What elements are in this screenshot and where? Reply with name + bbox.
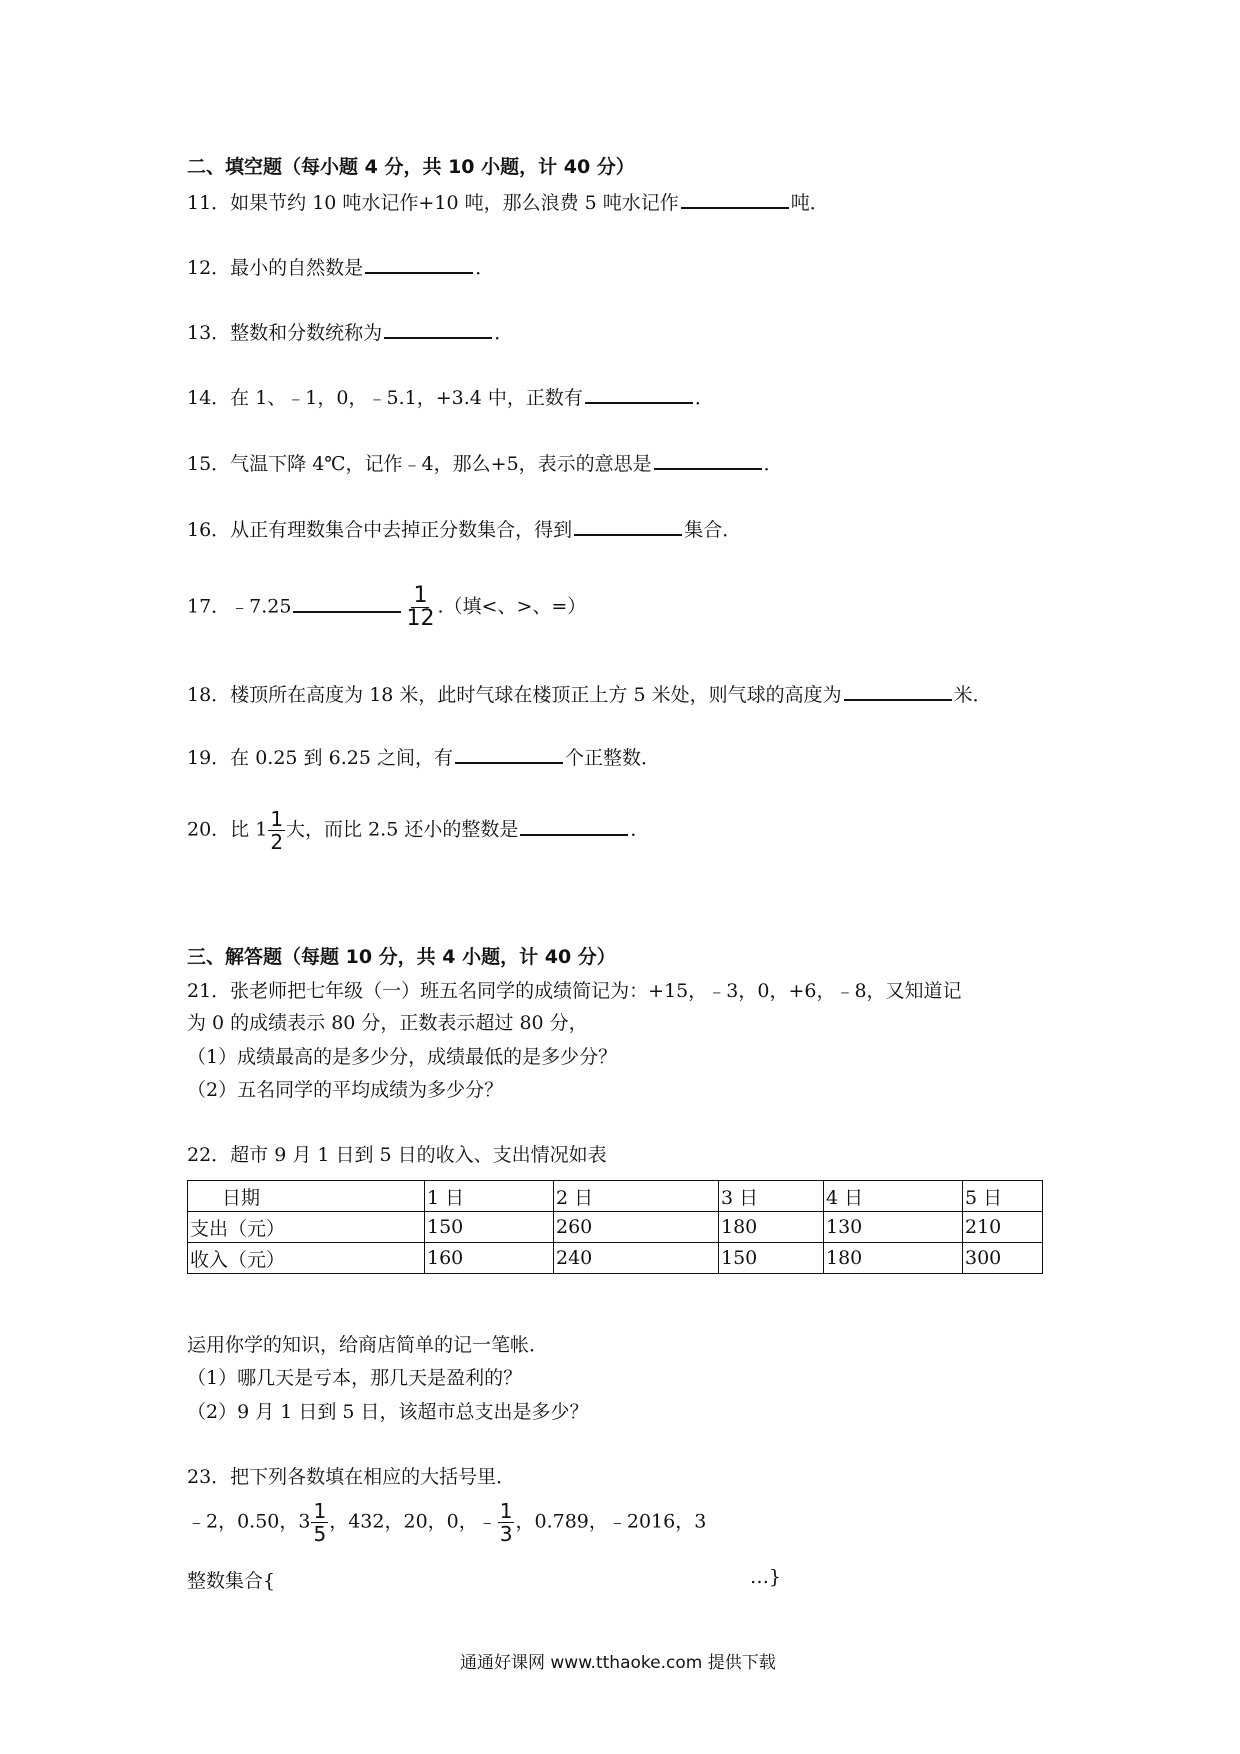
- section2-heading: 二、填空题（每小题 4 分，共 10 小题，计 40 分）: [187, 156, 635, 178]
- q22-subquestion-2: （2）9 月 1 日到 5 日，该超市总支出是多少？: [187, 1401, 589, 1423]
- q23-fraction-1-denominator: 5: [313, 1522, 327, 1546]
- q13-text: 13．整数和分数统称为: [187, 322, 383, 344]
- q20-blank[interactable]: [520, 816, 628, 836]
- q23-numbers-part2: ，432，20，0，﹣: [329, 1510, 497, 1533]
- table-header-cell: 5 日: [963, 1181, 1043, 1212]
- q17-blank[interactable]: [293, 593, 401, 613]
- question-20: [187, 808, 649, 853]
- table-header-cell: 日期: [188, 1181, 425, 1212]
- q18-text: 18．楼顶所在高度为 18 米，此时气球在楼顶正上方 5 米处，则气球的高度为: [187, 684, 842, 706]
- question-17: [187, 585, 586, 630]
- q13-post: ．: [494, 322, 514, 344]
- q23-fraction-2: [498, 1500, 515, 1545]
- q11-blank[interactable]: [681, 189, 789, 209]
- q21-subquestion-2: （2）五名同学的平均成绩为多少分？: [187, 1079, 504, 1101]
- q21-line1: 21．张老师把七年级（一）班五名同学的成绩简记为：+15，﹣3，0，+6，﹣8，又知道记: [187, 980, 962, 1002]
- q23-fraction-2-numerator: 1: [499, 1499, 513, 1523]
- q20-fraction-numerator: 1: [270, 807, 284, 831]
- table-header-cell: 2 日: [554, 1181, 719, 1212]
- q14-text: 14．在 1、﹣1，0，﹣5.1，+3.4 中，正数有: [187, 387, 583, 409]
- q17-text: 17．﹣7.25: [187, 595, 292, 618]
- q23-numbers-part1: ﹣2，0.50，3: [187, 1510, 311, 1533]
- table-cell: 150: [719, 1243, 824, 1274]
- section3-heading: 三、解答题（每题 10 分，共 4 小题，计 40 分）: [187, 946, 616, 968]
- q15-post: ．: [763, 453, 783, 475]
- q21-line2: 为 0 的成绩表示 80 分，正数表示超过 80 分，: [187, 1012, 588, 1034]
- table-cell: 支出（元）: [188, 1212, 425, 1243]
- table-cell: 收入（元）: [188, 1243, 425, 1274]
- question-19: [187, 743, 660, 770]
- q23-fraction-2-denominator: 3: [499, 1522, 513, 1546]
- q16-blank[interactable]: [574, 516, 682, 536]
- table-cell: 180: [719, 1212, 824, 1243]
- question-11: [187, 188, 829, 215]
- q17-post: .（填<、>、=）: [437, 595, 587, 618]
- table-cell: 150: [425, 1212, 554, 1243]
- table-header-cell: 3 日: [719, 1181, 824, 1212]
- q11-post: 吨．: [790, 192, 829, 214]
- q20-fraction: [268, 808, 285, 853]
- table-cell: 160: [425, 1243, 554, 1274]
- income-expense-table: [187, 1180, 1043, 1274]
- table-cell: 260: [554, 1212, 719, 1243]
- table-cell: 240: [554, 1243, 719, 1274]
- q11-text: 11．如果节约 10 吨水记作+10 吨，那么浪费 5 吨水记作: [187, 192, 679, 214]
- q17-fraction-numerator: 1: [413, 583, 428, 608]
- q22-intro: 22．超市 9 月 1 日到 5 日的收入、支出情况如表: [187, 1144, 607, 1166]
- question-16: [187, 515, 741, 542]
- q15-blank[interactable]: [654, 450, 762, 470]
- q14-post: ．: [694, 387, 714, 409]
- table-row: [188, 1212, 1043, 1243]
- q17-fraction-denominator: 12: [406, 606, 435, 631]
- table-cell: 130: [824, 1212, 963, 1243]
- table-cell: 210: [963, 1212, 1043, 1243]
- integer-set-end: …}: [750, 1566, 782, 1588]
- q16-text: 16．从正有理数集合中去掉正分数集合，得到: [187, 519, 573, 541]
- q23-fraction-1-numerator: 1: [313, 1499, 327, 1523]
- q16-post: 集合．: [684, 519, 742, 541]
- q19-text: 19．在 0.25 到 6.25 之间，有: [187, 747, 453, 769]
- table-header-cell: 1 日: [425, 1181, 554, 1212]
- q20-text: 20．比 1: [187, 818, 268, 841]
- q22-subquestion-1: （1）哪几天是亏本，那几天是盈利的？: [187, 1367, 523, 1389]
- q21-subquestion-1: （1）成绩最高的是多少分，成绩最低的是多少分？: [187, 1046, 618, 1068]
- question-13: [187, 318, 513, 345]
- q22-line1: 运用你学的知识，给商店简单的记一笔帐．: [187, 1334, 549, 1356]
- q12-text: 12．最小的自然数是: [187, 257, 364, 279]
- question-14: [187, 383, 714, 410]
- footer-source: 通通好课网 www.tthaoke.com 提供下载: [460, 1653, 776, 1673]
- q20-post: ．: [630, 818, 650, 841]
- q12-post: ．: [475, 257, 495, 279]
- q18-blank[interactable]: [844, 681, 952, 701]
- table-cell: 180: [824, 1243, 963, 1274]
- table-header-cell: 4 日: [824, 1181, 963, 1212]
- table-cell: 300: [963, 1243, 1043, 1274]
- q23-fraction-1: [311, 1500, 328, 1545]
- q15-text: 15．气温下降 4℃，记作﹣4，那么+5，表示的意思是: [187, 453, 652, 475]
- question-12: [187, 253, 494, 280]
- q23-numbers-part3: ，0.789，﹣2016，3: [515, 1510, 707, 1533]
- q20-fraction-denominator: 2: [270, 830, 284, 854]
- table-row: [188, 1243, 1043, 1274]
- integer-set-label: 整数集合{: [187, 1570, 276, 1592]
- q19-blank[interactable]: [455, 744, 563, 764]
- q13-blank[interactable]: [384, 319, 492, 339]
- question-15: [187, 449, 783, 476]
- question-18: [187, 680, 992, 707]
- q23-number-list: [187, 1500, 706, 1545]
- q19-post: 个正整数．: [564, 747, 660, 769]
- q17-fraction: [404, 585, 436, 630]
- q12-blank[interactable]: [365, 254, 473, 274]
- q23-intro: 23．把下列各数填在相应的大括号里．: [187, 1466, 516, 1488]
- q20-mid: 大，而比 2.5 还小的整数是: [286, 818, 519, 841]
- q18-post: 米．: [953, 684, 992, 706]
- table-header-row: [188, 1181, 1043, 1212]
- q14-blank[interactable]: [585, 384, 693, 404]
